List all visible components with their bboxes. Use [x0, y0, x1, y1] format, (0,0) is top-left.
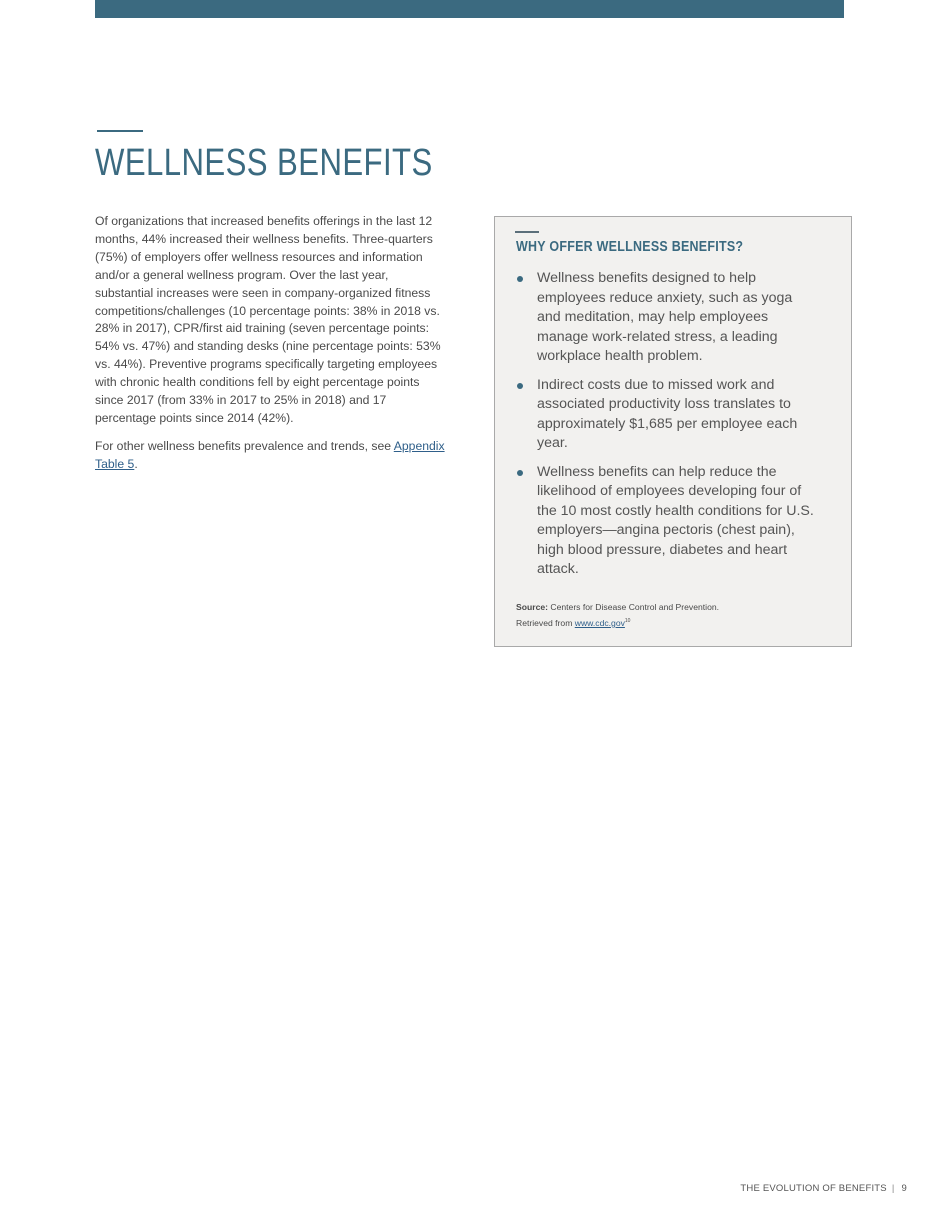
callout-source [516, 600, 719, 630]
appendix-table-link[interactable]: Appendix Table 5 [95, 438, 445, 471]
source-label: Source: [516, 602, 548, 612]
bullet-icon [517, 276, 523, 282]
cdc-link[interactable]: www.cdc.gov [574, 617, 625, 628]
bullet-text: Wellness benefits designed to help employees reduce anxiety, such as yoga and meditation, may help employees manage work-related stress, a leading workplace health problem. [537, 270, 793, 364]
bullet-text: Wellness benefits can help reduce the likelihood of employees developing four of the 10 most costly health conditions for U.S. employers—angina pectoris (chest pain), high blood pressure, diabetes and heart attack. [537, 463, 814, 577]
wellness-callout-box [494, 216, 852, 647]
page-footer [740, 1183, 907, 1194]
bullet-text: Indirect costs due to missed work and associated productivity loss translates to approximately $1,685 per employee each year. [537, 376, 798, 451]
body-paragraph-2 [95, 438, 445, 474]
body-paragraph-1: Of organizations that increased benefits offerings in the last 12 months, 44% increased their wellness benefits. Three-quarters (75%) of employers offer wellness resources and information and/or a general wellness program. Over the last year, substantial increases were seen in company-organized fitness competitions/challenges (10 percentage points: 38% in 2018 vs. 28% in 2017), CPR/first aid training (seven percentage points: 54% vs. 47%) and standing desks (nine percentage points: 53% vs. 44%). Preventive programs specifically targeting employees with chronic health conditions fell by eight percentage points since 2017 (from 33% in 2017 to 25% in 2018) and 17 percentage points since 2014 (42%). [95, 214, 441, 425]
footer-publication-title: THE EVOLUTION OF BENEFITS [740, 1183, 887, 1194]
header-bar [95, 0, 844, 18]
title-accent-rule [97, 130, 143, 132]
page-title: WELLNESS BENEFITS [95, 142, 433, 184]
list-item [516, 269, 816, 367]
body-text-column [95, 213, 445, 484]
callout-bullet-list [516, 269, 816, 589]
list-item [516, 376, 816, 454]
paragraph-2-prefix: For other wellness benefits prevalence and trends, see [95, 438, 394, 453]
paragraph-2-suffix: . [134, 456, 138, 471]
bullet-icon [517, 383, 523, 389]
source-footnote-ref: 10 [624, 618, 631, 624]
callout-accent-rule [515, 231, 539, 233]
list-item [516, 463, 816, 580]
page-number: 9 [901, 1183, 907, 1194]
bullet-icon [517, 470, 523, 476]
footer-separator: | [891, 1183, 895, 1194]
callout-title: WHY OFFER WELLNESS BENEFITS? [516, 239, 744, 255]
source-text: Centers for Disease Control and Prevention. [550, 602, 720, 612]
retrieved-text: Retrieved from [516, 617, 573, 628]
